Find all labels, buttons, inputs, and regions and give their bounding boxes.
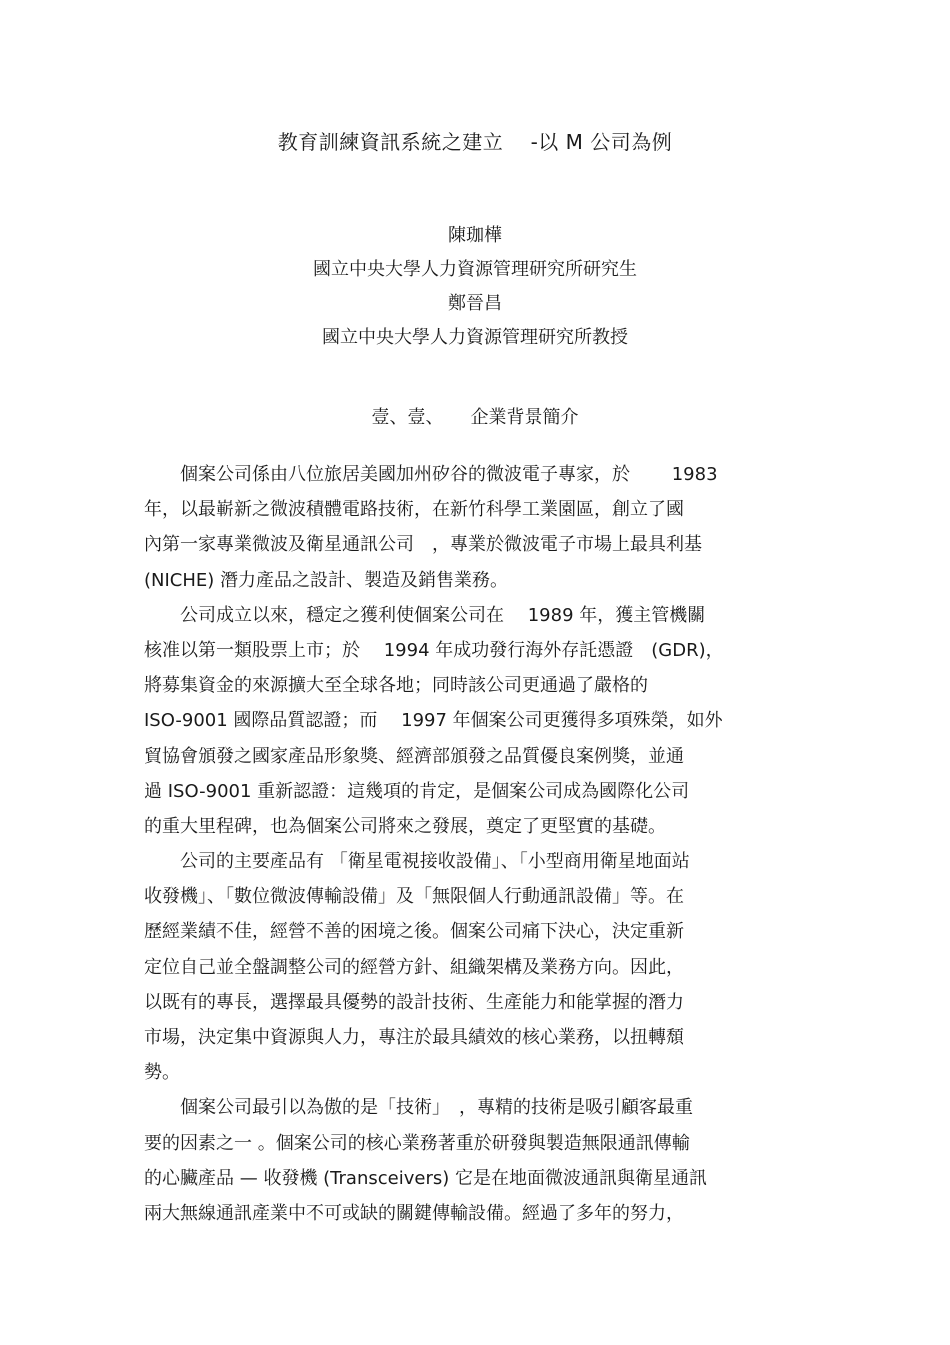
body-line: 要的因素之一 。個案公司的核心業務著重於研發與製造無限通訊傳輸: [144, 1132, 690, 1154]
body-line: 核准以第一類股票上市；於 1994 年成功發行海外存託憑證 (GDR)，: [144, 639, 724, 661]
body-line: 個案公司係由八位旅居美國加州矽谷的微波電子專家，於 1983: [144, 464, 718, 485]
document-title: 教育訓練資訊系統之建立 -以 M 公司為例: [277, 130, 673, 154]
body-line: 市場，決定集中資源與人力，專注於最具績效的核心業務，以扭轉頹: [144, 1027, 684, 1048]
body-line: 年，以最嶄新之微波積體電路技術，在新竹科學工業園區，創立了國: [144, 499, 684, 521]
body-line: 貿協會頒發之國家產品形象獎、經濟部頒發之品質優良案例獎，並通: [144, 745, 684, 767]
body-line: 定位自己並全盤調整公司的經營方針、組織架構及業務方向。因此，: [144, 956, 684, 978]
body-line: 收發機」、「數位微波傳輸設備」及「無限個人行動通訊設備」等。在: [144, 886, 684, 908]
body-line: 的重大里程碑，也為個案公司將來之發展，奠定了更堅實的基礎。: [144, 815, 666, 837]
author-block: [0, 222, 950, 358]
body-line: 以既有的專長，選擇最具優勢的設計技術、生產能力和能掌握的潛力: [144, 991, 684, 1013]
body-line: 公司成立以來，穩定之獲利使個案公司在 1989 年，獲主管機關: [144, 604, 706, 626]
author-name-2: 鄭晉昌: [448, 293, 502, 314]
body-line: ISO-9001 國際品質認證；而 1997 年個案公司更獲得多項殊榮，如外: [144, 710, 723, 732]
body-line: 的心臟產品 — 收發機 (Transceivers) 它是在地面微波通訊與衛星通訊: [144, 1167, 707, 1189]
author-name-1: 陳珈樺: [448, 225, 502, 246]
body-line: 公司的主要產品有 「衛星電視接收設備」、「小型商用衛星地面站: [144, 851, 690, 873]
body-line: 過 ISO-9001 重新認證：這幾項的肯定，是個案公司成為國際化公司: [144, 780, 690, 802]
body-line: 內第一家專業微波及衛星通訊公司 ，專業於微波電子市場上最具利基: [144, 534, 702, 556]
body-text: [144, 459, 816, 1233]
body-line: 個案公司最引以為傲的是「技術」 ，專精的技術是吸引顧客最重: [144, 1097, 693, 1119]
author-affiliation-2: 國立中央大學人力資源管理研究所教授: [322, 327, 628, 348]
author-affiliation-1: 國立中央大學人力資源管理研究所研究生: [313, 259, 637, 280]
body-line: (NICHE) 潛力產品之設計、製造及銷售業務。: [144, 569, 509, 591]
body-line: 將募集資金的來源擴大至全球各地；同時該公司更通過了嚴格的: [144, 675, 648, 697]
body-line: 歷經業績不佳，經營不善的困境之後。個案公司痛下決心，決定重新: [144, 921, 684, 943]
body-line: 兩大無線通訊產業中不可或缺的關鍵傳輸設備。經過了多年的努力，: [144, 1202, 684, 1224]
body-line: 勢。: [144, 1062, 180, 1084]
section-heading: 壹、壹、 企業背景簡介: [371, 407, 579, 428]
